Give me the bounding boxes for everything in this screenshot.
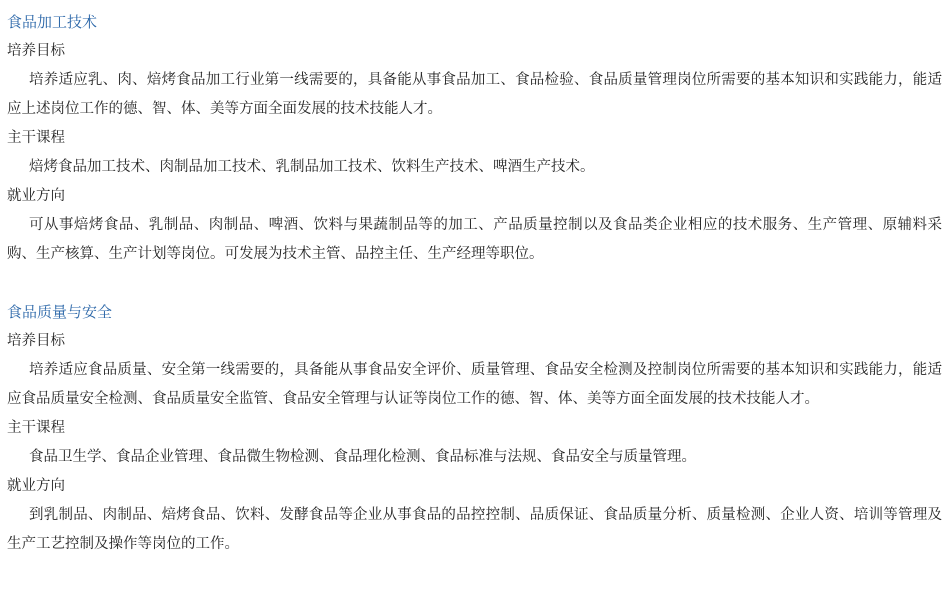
goal-label: 培养目标 <box>7 43 65 59</box>
courses-label: 主干课程 <box>7 130 65 146</box>
goal-text: 培养适应乳、肉、焙烤食品加工行业第一线需要的，具备能从事食品加工、食品检验、食品质量管理岗位所需要的基本知识和实践能力，能适应上述岗位工作的德、智、体、美等方面全面发展的技术技能人才。 <box>7 72 942 117</box>
career-text: 到乳制品、肉制品、焙烤食品、饮料、发酵食品等企业从事食品的品控控制、品质保证、食品质量分析、质量检测、企业人资、培训等管理及生产工艺控制及操作等岗位的工作。 <box>7 507 942 552</box>
career-text: 可从事焙烤食品、乳制品、肉制品、啤酒、饮料与果蔬制品等的加工、产品质量控制以及食品类企业相应的技术服务、生产管理、原辅料采购、生产核算、生产计划等岗位。可发展为技术主管、品控主任、生产经理等职位。 <box>7 217 942 262</box>
major-food-quality-safety <box>7 298 942 559</box>
courses-label: 主干课程 <box>7 420 65 436</box>
courses-text: 焙烤食品加工技术、肉制品加工技术、乳制品加工技术、饮料生产技术、啤酒生产技术。 <box>29 159 595 175</box>
major-title[interactable]: 食品质量与安全 <box>7 303 113 321</box>
career-label: 就业方向 <box>7 188 65 204</box>
courses-text: 食品卫生学、食品企业管理、食品微生物检测、食品理化检测、食品标准与法规、食品安全与质量管理。 <box>29 449 696 465</box>
goal-label: 培养目标 <box>7 333 65 349</box>
major-food-processing <box>7 8 942 269</box>
career-label: 就业方向 <box>7 478 65 494</box>
goal-text: 培养适应食品质量、安全第一线需要的，具备能从事食品安全评价、质量管理、食品安全检测及控制岗位所需要的基本知识和实践能力，能适应食品质量安全检测、食品质量安全监管、食品安全管理与认证等岗位工作的德、智、体、美等方面全面发展的技术技能人才。 <box>7 362 942 407</box>
major-title[interactable]: 食品加工技术 <box>7 13 98 31</box>
